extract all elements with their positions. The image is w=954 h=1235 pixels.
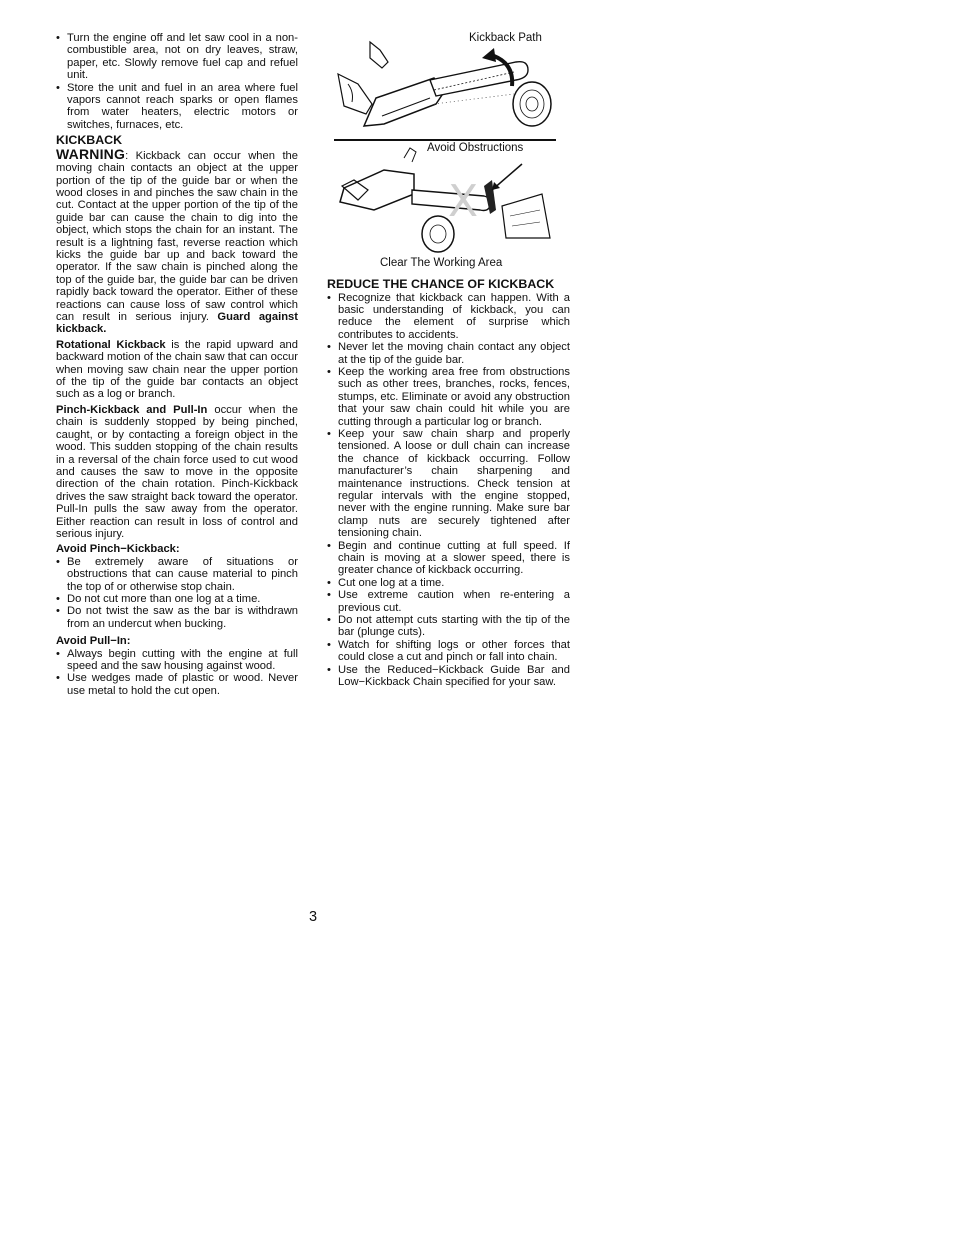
log-end-icon	[513, 82, 551, 126]
list-item: • Be extremely aware of situations or obstructions that can cause material to pinch the top of or otherwise stop chain.	[56, 556, 298, 593]
list-item: • Use the Reduced−Kickback Guide Bar and Low−Kickback Chain specified for your saw.	[327, 664, 570, 689]
warning-label: WARNING	[56, 145, 126, 162]
list-item: • Use extreme caution when re-entering a previous cut.	[327, 589, 570, 614]
list-item: • Keep your saw chain sharp and properly tensioned. A loose or dull chain can increase the chance of kickback occurring. Follow manufacturer’s chain sharpening and maintenance instructions. Check tension at regular intervals with the engine stopped, never with the engine running. Make sure bar clamp nuts are securely tightened after tensioning chain.	[327, 428, 570, 540]
list-item: • Watch for shifting logs or other forces that could close a cut and pinch or fall into chain.	[327, 639, 570, 664]
avoid-pinch-heading: Avoid Pinch−Kickback:	[56, 543, 180, 556]
saw-body-icon	[340, 170, 414, 210]
list-item: • Cut one log at a time.	[327, 577, 570, 589]
list-item: • Keep the working area free from obstructions such as other trees, branches, rocks, fences, stumps, etc. Eliminate or avoid any obstruction that your saw chain could hit while you are cutting through a particular log or branch.	[327, 366, 570, 428]
kickback-path-illustration	[334, 34, 559, 134]
list-item: • Do not twist the saw as the bar is withdrawn from an undercut when bucking.	[56, 605, 298, 630]
list-item: • Store the unit and fuel in an area where fuel vapors cannot reach sparks or open flames from water heaters, electric motors or switches, furnaces, etc.	[56, 82, 298, 132]
reduce-kickback-heading: REDUCE THE CHANCE OF KICKBACK	[327, 277, 555, 291]
list-item: • Never let the moving chain contact any object at the tip of the guide bar.	[327, 341, 570, 366]
guard-text: Guard against kickback.	[56, 311, 298, 336]
x-mark-icon: X	[448, 176, 479, 227]
intro-bullet-list	[56, 32, 298, 131]
rear-hand-icon	[370, 42, 388, 68]
avoid-obstructions-caption: Avoid Obstructions	[427, 142, 524, 154]
avoid-pinch-bullet-list	[56, 556, 298, 630]
front-hand-icon	[338, 74, 372, 114]
warning-paragraph	[56, 145, 298, 336]
kickback-heading: KICKBACK	[56, 133, 123, 148]
avoid-pull-heading: Avoid Pull−In:	[56, 635, 131, 648]
list-item: • Turn the engine off and let saw cool in a non-combustible area, not on dry leaves, straw, paper, etc. Slowly remove fuel cap and refuel unit.	[56, 32, 298, 82]
pinch-kickback-label: Pinch-Kickback and Pull-In	[56, 403, 208, 416]
avoid-pull-bullet-list	[56, 648, 298, 698]
right-column	[327, 278, 570, 689]
rotational-kickback-paragraph	[56, 339, 298, 401]
list-item: • Do not cut more than one log at a time.	[56, 593, 298, 605]
warning-text: : Kickback can occur when the moving chain contacts an object at the upper portion of the tip of the guide bar or when the wood closes in and pinches the saw chain in the cut. Contact at the upper portion of the tip of the guide bar can cause the chain to dig into the object, which stops the chain for an instant. The result is a lightning fast, reverse reaction which kicks the guide bar up and back toward the operator. If the saw chain is pinched along the top of the guide bar, the guide bar can be driven rapidly back toward the operator. Either of these reactions can cause loss of saw control which can result in serious injury.	[56, 149, 298, 324]
rotational-kickback-text: is the rapid upward and backward motion of the chain saw that can occur when moving saw chain near the upper portion of the tip of the guide bar contacts an object such as a log or branch.	[56, 338, 298, 401]
rotational-kickback-label: Rotational Kickback	[56, 338, 166, 351]
page-number: 3	[309, 909, 318, 925]
pinch-kickback-text: occur when the chain is suddenly stopped by being pinched, caught, or by contacting a foreign object in the wood. This sudden stopping of the chain results in a reversal of the chain force used to cut wood and causes the saw to move in the opposite direction of the chain rotation. Pinch-Kickback drives the saw straight back toward the operator. Pull-In pulls the saw away from the operator. Either reaction can result in loss of control and serious injury.	[56, 403, 298, 540]
stump-icon	[502, 194, 550, 238]
reduce-kickback-bullet-list	[327, 292, 570, 689]
list-item: • Use wedges made of plastic or wood. Never use metal to hold the cut open.	[56, 672, 298, 697]
kickback-path-caption: Kickback Path	[469, 32, 542, 44]
pinch-kickback-paragraph	[56, 404, 298, 540]
list-item: • Begin and continue cutting at full speed. If chain is moving at a slower speed, there is greater chance of kickback occurring.	[327, 540, 570, 577]
figure-divider	[334, 139, 556, 141]
avoid-obstructions-illustration	[334, 146, 558, 254]
list-item: • Recognize that kickback can happen. With a basic understanding of kickback, you can reduce the element of surprise which contributes to accidents.	[327, 292, 570, 342]
clear-area-caption: Clear The Working Area	[380, 257, 503, 269]
list-item: • Do not attempt cuts starting with the tip of the bar (plunge cuts).	[327, 614, 570, 639]
left-column	[56, 32, 298, 697]
list-item: • Always begin cutting with the engine at full speed and the saw housing against wood.	[56, 648, 298, 673]
